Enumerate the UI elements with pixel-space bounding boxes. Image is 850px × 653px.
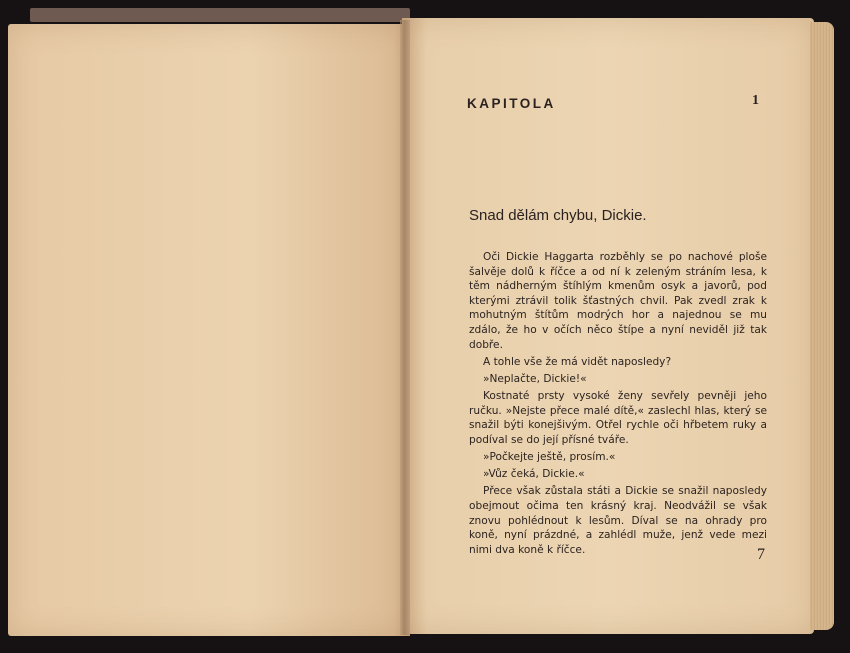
paragraph: Oči Dickie Haggarta rozběhly se po nachové ploše šalvěje dolů k říčce a od ní k zeleným stráním lesa, k těm nádherným štíhlým kmenům osyk a javorů, pod kterými ztrávil tolik šťastných chvil. Pak zvedl zrak k mohutným štítům modrých hor a najednou se mu zdálo, že ho v očích něco štípe a nyní neviděl již tak dobře. — [469, 251, 767, 351]
book-gutter — [400, 20, 410, 635]
paragraph: A tohle vše že má vidět naposledy? — [483, 355, 672, 368]
book-spine-top — [30, 8, 410, 22]
chapter-body — [469, 250, 767, 560]
chapter-title: Snad dělám chybu, Dickie. — [469, 207, 647, 224]
chapter-number: 1 — [752, 93, 759, 108]
paragraph: »Počkejte ještě, prosím.« — [483, 451, 616, 464]
paragraph: »Neplačte, Dickie!« — [483, 372, 587, 385]
page-number: 7 — [757, 546, 765, 563]
paragraph: Přece však zůstala státi a Dickie se snažil naposledy obejmout očima ten krásný kraj. Neodvážil se však znovu pohlédnout k lesům. Díval se na ohrady pro koně, nyní prázdné, a zahlédl muže, jenž vede mezi nimi dva koně k říčce. — [469, 485, 767, 556]
chapter-heading: KAPITOLA — [467, 96, 556, 111]
paragraph: »Vůz čeká, Dickie.« — [483, 468, 585, 481]
paragraph: Kostnaté prsty vysoké ženy sevřely pevněji jeho ručku. »Nejste přece malé dítě,« zaslechl hlas, který se snažil býti konejšivým. Otřel rychle oči hřbetem ruky a podíval se do její přísné tváře. — [469, 390, 767, 446]
page-edges — [810, 22, 834, 630]
left-page-blank — [8, 24, 410, 636]
